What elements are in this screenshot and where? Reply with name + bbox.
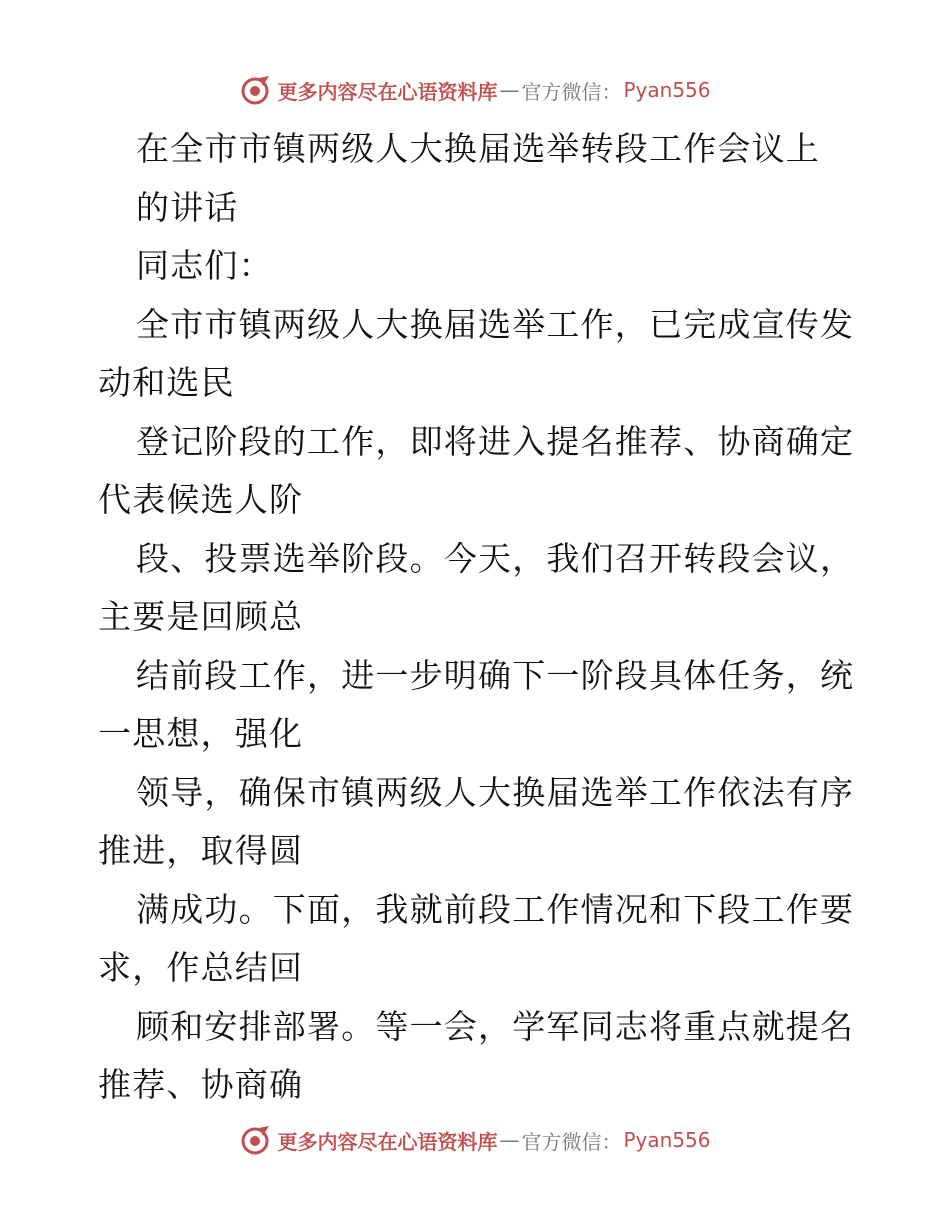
paragraph-line: 推荐、协商确 [98,1065,304,1104]
paragraph-line: 代表候选人阶 [98,480,304,519]
paragraph-line: 一思想，强化 [98,714,304,753]
paragraph-line: 满成功。下面，我就前段工作情况和下段工作要 [136,889,855,929]
paragraph-line: 动和选民 [98,363,235,402]
paragraph-line: 段、投票选举阶段。今天，我们召开转段会议， [136,538,855,578]
paragraph-line: 领导，确保市镇两级人大换届选举工作依法有序 [136,772,855,812]
brush-logo-icon [239,1124,271,1156]
watermark-official-label: 官方微信： [521,1129,622,1154]
watermark-footer [0,1120,950,1160]
watermark-separator: — [499,1128,520,1152]
watermark-official-label: 官方微信： [521,79,622,104]
watermark-header [0,70,950,110]
paragraph-line: 求，作总结回 [98,948,304,987]
paragraph-line: 结前段工作，进一步明确下一阶段具体任务，统 [136,655,855,695]
watermark-separator: — [499,78,520,102]
paragraph-line: 推进，取得圆 [98,831,304,870]
paragraph-line: 顾和安排部署。等一会，学军同志将重点就提名 [136,1006,855,1046]
watermark-account: Pyan556 [623,78,711,102]
paragraph-line: 主要是回顾总 [98,597,304,636]
paragraph-line: 登记阶段的工作，即将进入提名推荐、协商确定 [136,421,855,461]
brush-logo-icon [239,74,271,106]
watermark-text: 更多内容尽在心语资料库 [277,1129,498,1154]
watermark-text: 更多内容尽在心语资料库 [277,79,498,104]
salutation: 同志们： [136,246,273,285]
document-title-line-2: 的讲话 [136,187,239,227]
document-body [98,120,858,1115]
paragraph-line: 全市市镇两级人大换届选举工作，已完成宣传发 [136,304,855,344]
watermark-account: Pyan556 [623,1128,711,1152]
document-title-line-1: 在全市市镇两级人大换届选举转段工作会议上 [136,129,820,168]
